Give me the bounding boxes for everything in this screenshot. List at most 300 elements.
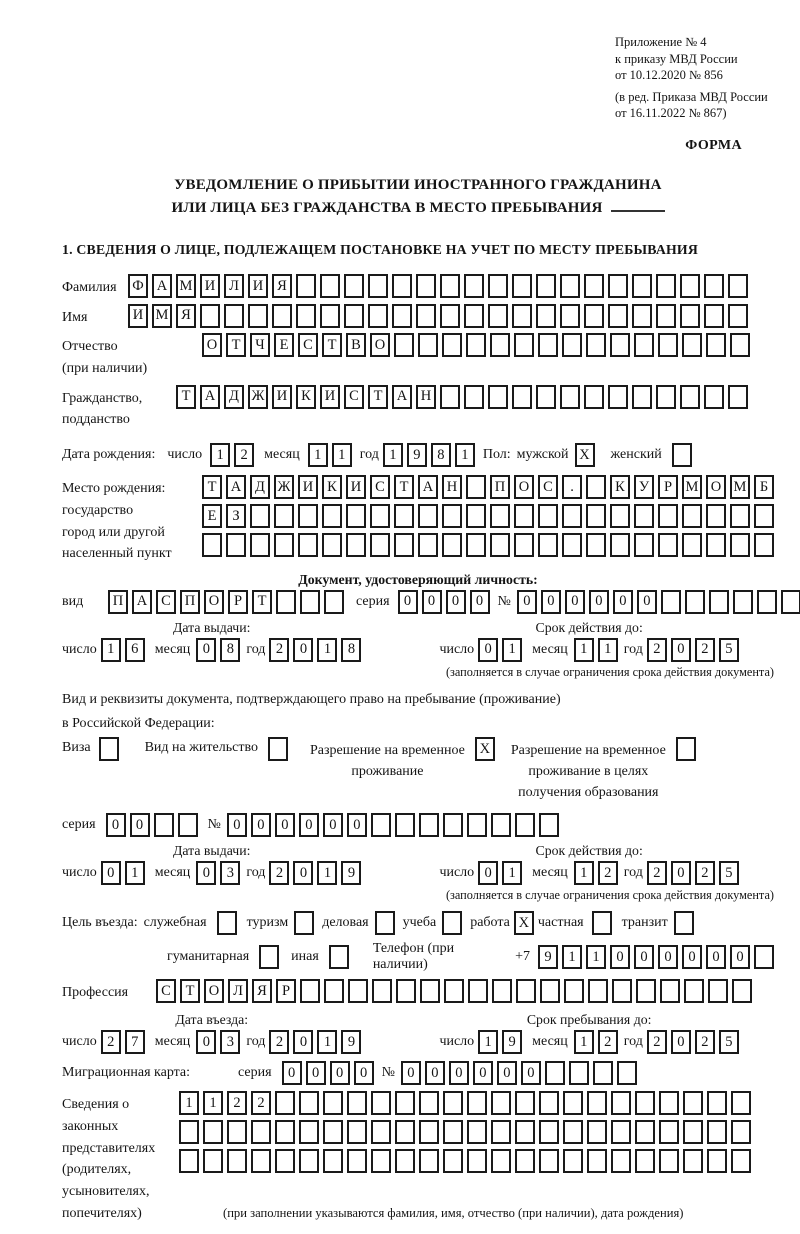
char-box[interactable]: [394, 333, 414, 357]
char-box[interactable]: [296, 304, 316, 328]
char-box[interactable]: 0: [613, 590, 633, 614]
char-box[interactable]: Л: [228, 979, 248, 1003]
char-box[interactable]: 0: [671, 638, 691, 662]
residence-issue-day-boxes[interactable]: [101, 861, 145, 885]
char-box[interactable]: [587, 1091, 607, 1115]
char-box[interactable]: [464, 385, 484, 409]
char-box[interactable]: [512, 274, 532, 298]
char-box[interactable]: [250, 533, 270, 557]
char-box[interactable]: [536, 385, 556, 409]
char-box[interactable]: И: [272, 385, 292, 409]
char-box[interactable]: [467, 1091, 487, 1115]
char-box[interactable]: [564, 979, 584, 1003]
char-box[interactable]: С: [344, 385, 364, 409]
char-box[interactable]: [466, 533, 486, 557]
char-box[interactable]: Р: [228, 590, 248, 614]
char-box[interactable]: [563, 1120, 583, 1144]
char-box[interactable]: Т: [176, 385, 196, 409]
char-box[interactable]: 0: [196, 1030, 216, 1054]
char-box[interactable]: [617, 1061, 637, 1085]
char-box[interactable]: [299, 1149, 319, 1173]
phone-boxes[interactable]: [538, 945, 774, 969]
char-box[interactable]: [709, 590, 729, 614]
char-box[interactable]: [635, 1120, 655, 1144]
char-box[interactable]: [539, 1120, 559, 1144]
char-box[interactable]: [611, 1091, 631, 1115]
issue-day-boxes[interactable]: [101, 638, 145, 662]
char-box[interactable]: 0: [637, 590, 657, 614]
char-box[interactable]: Т: [226, 333, 246, 357]
char-box[interactable]: Я: [176, 304, 196, 328]
expiry-month-boxes[interactable]: [574, 638, 618, 662]
char-box[interactable]: [443, 1149, 463, 1173]
char-box[interactable]: М: [682, 475, 702, 499]
char-box[interactable]: [754, 533, 774, 557]
char-box[interactable]: [757, 590, 777, 614]
char-box[interactable]: X: [475, 737, 495, 761]
char-box[interactable]: [491, 1149, 511, 1173]
char-box[interactable]: Д: [250, 475, 270, 499]
char-box[interactable]: [443, 1120, 463, 1144]
expiry-day-boxes[interactable]: [478, 638, 522, 662]
char-box[interactable]: [706, 533, 726, 557]
name-boxes[interactable]: [128, 304, 748, 328]
char-box[interactable]: [491, 1120, 511, 1144]
char-box[interactable]: [592, 911, 612, 935]
char-box[interactable]: [730, 533, 750, 557]
char-box[interactable]: [732, 979, 752, 1003]
char-box[interactable]: 1: [210, 443, 230, 467]
char-box[interactable]: [300, 590, 320, 614]
char-box[interactable]: [217, 911, 237, 935]
char-box[interactable]: [560, 274, 580, 298]
char-box[interactable]: [683, 1149, 703, 1173]
char-box[interactable]: [299, 1120, 319, 1144]
char-box[interactable]: [322, 533, 342, 557]
char-box[interactable]: [632, 304, 652, 328]
char-box[interactable]: [203, 1149, 223, 1173]
char-box[interactable]: [272, 304, 292, 328]
char-box[interactable]: [467, 813, 487, 837]
char-box[interactable]: [659, 1120, 679, 1144]
char-box[interactable]: [466, 504, 486, 528]
char-box[interactable]: [371, 1120, 391, 1144]
char-box[interactable]: Я: [272, 274, 292, 298]
char-box[interactable]: [658, 504, 678, 528]
char-box[interactable]: А: [200, 385, 220, 409]
char-box[interactable]: [466, 475, 486, 499]
char-box[interactable]: 0: [293, 861, 313, 885]
char-box[interactable]: Т: [202, 475, 222, 499]
char-box[interactable]: [392, 274, 412, 298]
char-box[interactable]: А: [392, 385, 412, 409]
char-box[interactable]: [536, 304, 556, 328]
char-box[interactable]: [514, 333, 534, 357]
char-box[interactable]: 0: [398, 590, 418, 614]
char-box[interactable]: С: [538, 475, 558, 499]
char-box[interactable]: [514, 533, 534, 557]
char-box[interactable]: 0: [347, 813, 367, 837]
char-box[interactable]: 0: [517, 590, 537, 614]
char-box[interactable]: [274, 533, 294, 557]
char-box[interactable]: 2: [269, 861, 289, 885]
purpose-business-checkbox[interactable]: [375, 911, 395, 935]
char-box[interactable]: [418, 533, 438, 557]
char-box[interactable]: [608, 304, 628, 328]
residence-expiry-day-boxes[interactable]: [478, 861, 522, 885]
char-box[interactable]: 1: [203, 1091, 223, 1115]
char-box[interactable]: А: [152, 274, 172, 298]
char-box[interactable]: [276, 590, 296, 614]
char-box[interactable]: П: [180, 590, 200, 614]
char-box[interactable]: [250, 504, 270, 528]
char-box[interactable]: [656, 304, 676, 328]
char-box[interactable]: [672, 443, 692, 467]
char-box[interactable]: [733, 590, 753, 614]
purpose-other-checkbox[interactable]: [329, 945, 349, 969]
char-box[interactable]: [586, 533, 606, 557]
id-doc-series-boxes[interactable]: [398, 590, 490, 614]
char-box[interactable]: [320, 304, 340, 328]
char-box[interactable]: 5: [719, 638, 739, 662]
purpose-transit-checkbox[interactable]: [674, 911, 694, 935]
char-box[interactable]: Р: [658, 475, 678, 499]
char-box[interactable]: Ж: [248, 385, 268, 409]
char-box[interactable]: [584, 304, 604, 328]
char-box[interactable]: [634, 533, 654, 557]
char-box[interactable]: [395, 1120, 415, 1144]
char-box[interactable]: [346, 504, 366, 528]
char-box[interactable]: Т: [322, 333, 342, 357]
char-box[interactable]: 2: [695, 1030, 715, 1054]
char-box[interactable]: [464, 304, 484, 328]
char-box[interactable]: Ф: [128, 274, 148, 298]
char-box[interactable]: [659, 1091, 679, 1115]
char-box[interactable]: 2: [269, 1030, 289, 1054]
residence-expiry-month-boxes[interactable]: [574, 861, 618, 885]
char-box[interactable]: 0: [422, 590, 442, 614]
char-box[interactable]: [227, 1120, 247, 1144]
char-box[interactable]: Д: [224, 385, 244, 409]
char-box[interactable]: [659, 1149, 679, 1173]
char-box[interactable]: 8: [431, 443, 451, 467]
char-box[interactable]: [344, 274, 364, 298]
char-box[interactable]: 0: [196, 638, 216, 662]
char-box[interactable]: 1: [125, 861, 145, 885]
char-box[interactable]: [395, 813, 415, 837]
profession-boxes[interactable]: [156, 979, 752, 1003]
char-box[interactable]: И: [128, 304, 148, 328]
char-box[interactable]: 8: [220, 638, 240, 662]
birth-year-boxes[interactable]: [383, 443, 475, 467]
stay-year-boxes[interactable]: [647, 1030, 739, 1054]
char-box[interactable]: [539, 1091, 559, 1115]
char-box[interactable]: [560, 304, 580, 328]
stay-month-boxes[interactable]: [574, 1030, 618, 1054]
char-box[interactable]: 0: [478, 861, 498, 885]
char-box[interactable]: 0: [401, 1061, 421, 1085]
char-box[interactable]: [658, 533, 678, 557]
char-box[interactable]: [298, 504, 318, 528]
purpose-humanitarian-checkbox[interactable]: [259, 945, 279, 969]
char-box[interactable]: [347, 1091, 367, 1115]
char-box[interactable]: А: [132, 590, 152, 614]
char-box[interactable]: 0: [682, 945, 702, 969]
char-box[interactable]: [443, 1091, 463, 1115]
stay-day-boxes[interactable]: [478, 1030, 522, 1054]
char-box[interactable]: К: [322, 475, 342, 499]
char-box[interactable]: П: [108, 590, 128, 614]
purpose-private-checkbox[interactable]: [592, 911, 612, 935]
char-box[interactable]: [636, 979, 656, 1003]
char-box[interactable]: [442, 504, 462, 528]
char-box[interactable]: [248, 304, 268, 328]
residence-issue-year-boxes[interactable]: [269, 861, 361, 885]
char-box[interactable]: А: [226, 475, 246, 499]
char-box[interactable]: [251, 1120, 271, 1144]
char-box[interactable]: Б: [754, 475, 774, 499]
char-box[interactable]: 8: [341, 638, 361, 662]
char-box[interactable]: [490, 504, 510, 528]
char-box[interactable]: [418, 333, 438, 357]
char-box[interactable]: [324, 979, 344, 1003]
char-box[interactable]: О: [204, 979, 224, 1003]
char-box[interactable]: [395, 1149, 415, 1173]
residence-permit-checkbox[interactable]: [268, 737, 288, 761]
char-box[interactable]: 9: [341, 861, 361, 885]
char-box[interactable]: [610, 333, 630, 357]
char-box[interactable]: 1: [332, 443, 352, 467]
char-box[interactable]: 0: [251, 813, 271, 837]
char-box[interactable]: 0: [323, 813, 343, 837]
char-box[interactable]: X: [514, 911, 534, 935]
char-box[interactable]: [515, 1149, 535, 1173]
char-box[interactable]: [259, 945, 279, 969]
char-box[interactable]: 0: [101, 861, 121, 885]
char-box[interactable]: [440, 385, 460, 409]
char-box[interactable]: [593, 1061, 613, 1085]
char-box[interactable]: 0: [306, 1061, 326, 1085]
char-box[interactable]: [683, 1120, 703, 1144]
migration-number-boxes[interactable]: [401, 1061, 637, 1085]
char-box[interactable]: [268, 737, 288, 761]
birth-place-boxes-3[interactable]: [202, 533, 774, 557]
char-box[interactable]: 0: [282, 1061, 302, 1085]
char-box[interactable]: Т: [394, 475, 414, 499]
char-box[interactable]: [515, 813, 535, 837]
id-doc-number-boxes[interactable]: [517, 590, 800, 614]
char-box[interactable]: [516, 979, 536, 1003]
char-box[interactable]: [708, 979, 728, 1003]
char-box[interactable]: 9: [407, 443, 427, 467]
char-box[interactable]: Н: [416, 385, 436, 409]
char-box[interactable]: [731, 1120, 751, 1144]
char-box[interactable]: [683, 1091, 703, 1115]
char-box[interactable]: [569, 1061, 589, 1085]
char-box[interactable]: [704, 274, 724, 298]
expiry-year-boxes[interactable]: [647, 638, 739, 662]
char-box[interactable]: Е: [274, 333, 294, 357]
char-box[interactable]: [320, 274, 340, 298]
char-box[interactable]: О: [706, 475, 726, 499]
patronymic-boxes[interactable]: [202, 333, 750, 357]
char-box[interactable]: С: [370, 475, 390, 499]
char-box[interactable]: 2: [695, 861, 715, 885]
char-box[interactable]: О: [370, 333, 390, 357]
char-box[interactable]: 0: [671, 861, 691, 885]
char-box[interactable]: [467, 1149, 487, 1173]
char-box[interactable]: [419, 1091, 439, 1115]
char-box[interactable]: [492, 979, 512, 1003]
purpose-tourism-checkbox[interactable]: [294, 911, 314, 935]
char-box[interactable]: Е: [202, 504, 222, 528]
char-box[interactable]: К: [296, 385, 316, 409]
char-box[interactable]: 1: [598, 638, 618, 662]
char-box[interactable]: Т: [180, 979, 200, 1003]
char-box[interactable]: П: [490, 475, 510, 499]
char-box[interactable]: [754, 504, 774, 528]
char-box[interactable]: [584, 274, 604, 298]
char-box[interactable]: [395, 1091, 415, 1115]
sex-male-checkbox[interactable]: [575, 443, 595, 467]
char-box[interactable]: [563, 1091, 583, 1115]
char-box[interactable]: [680, 304, 700, 328]
char-box[interactable]: 1: [383, 443, 403, 467]
char-box[interactable]: Р: [276, 979, 296, 1003]
char-box[interactable]: [538, 333, 558, 357]
char-box[interactable]: [440, 274, 460, 298]
char-box[interactable]: М: [730, 475, 750, 499]
char-box[interactable]: .: [562, 475, 582, 499]
char-box[interactable]: 1: [574, 1030, 594, 1054]
char-box[interactable]: 0: [293, 638, 313, 662]
char-box[interactable]: [419, 1120, 439, 1144]
char-box[interactable]: 1: [317, 638, 337, 662]
char-box[interactable]: 1: [574, 861, 594, 885]
char-box[interactable]: Я: [252, 979, 272, 1003]
char-box[interactable]: [490, 333, 510, 357]
char-box[interactable]: [584, 385, 604, 409]
char-box[interactable]: [515, 1120, 535, 1144]
birth-place-boxes-1[interactable]: [202, 475, 774, 499]
char-box[interactable]: [707, 1149, 727, 1173]
char-box[interactable]: 0: [354, 1061, 374, 1085]
char-box[interactable]: [676, 737, 696, 761]
char-box[interactable]: [658, 333, 678, 357]
char-box[interactable]: 3: [220, 1030, 240, 1054]
char-box[interactable]: [344, 304, 364, 328]
char-box[interactable]: [442, 533, 462, 557]
char-box[interactable]: В: [346, 333, 366, 357]
char-box[interactable]: [728, 304, 748, 328]
char-box[interactable]: [179, 1120, 199, 1144]
char-box[interactable]: [347, 1120, 367, 1144]
issue-month-boxes[interactable]: [196, 638, 240, 662]
char-box[interactable]: [632, 274, 652, 298]
char-box[interactable]: 1: [179, 1091, 199, 1115]
residence-issue-month-boxes[interactable]: [196, 861, 240, 885]
char-box[interactable]: [562, 504, 582, 528]
char-box[interactable]: 2: [234, 443, 254, 467]
char-box[interactable]: 0: [425, 1061, 445, 1085]
char-box[interactable]: И: [248, 274, 268, 298]
char-box[interactable]: М: [176, 274, 196, 298]
char-box[interactable]: [300, 979, 320, 1003]
char-box[interactable]: [371, 1149, 391, 1173]
char-box[interactable]: [179, 1149, 199, 1173]
char-box[interactable]: 9: [502, 1030, 522, 1054]
char-box[interactable]: О: [204, 590, 224, 614]
char-box[interactable]: [536, 274, 556, 298]
char-box[interactable]: И: [346, 475, 366, 499]
char-box[interactable]: 0: [497, 1061, 517, 1085]
char-box[interactable]: [323, 1120, 343, 1144]
char-box[interactable]: [560, 385, 580, 409]
char-box[interactable]: [370, 504, 390, 528]
char-box[interactable]: [299, 1091, 319, 1115]
char-box[interactable]: [656, 274, 676, 298]
representatives-boxes-2[interactable]: [179, 1120, 751, 1144]
char-box[interactable]: С: [298, 333, 318, 357]
char-box[interactable]: [635, 1149, 655, 1173]
char-box[interactable]: [329, 945, 349, 969]
char-box[interactable]: 0: [610, 945, 630, 969]
char-box[interactable]: [754, 945, 774, 969]
char-box[interactable]: 2: [647, 638, 667, 662]
residence-number-boxes[interactable]: [227, 813, 559, 837]
char-box[interactable]: 0: [473, 1061, 493, 1085]
char-box[interactable]: X: [575, 443, 595, 467]
char-box[interactable]: 2: [251, 1091, 271, 1115]
char-box[interactable]: 1: [502, 861, 522, 885]
char-box[interactable]: [608, 385, 628, 409]
char-box[interactable]: [420, 979, 440, 1003]
char-box[interactable]: 6: [125, 638, 145, 662]
id-doc-kind-boxes[interactable]: [108, 590, 344, 614]
citizenship-boxes[interactable]: [176, 385, 748, 409]
char-box[interactable]: 0: [196, 861, 216, 885]
char-box[interactable]: [442, 911, 462, 935]
birth-day-boxes[interactable]: [210, 443, 254, 467]
char-box[interactable]: [178, 813, 198, 837]
char-box[interactable]: [634, 333, 654, 357]
char-box[interactable]: 0: [446, 590, 466, 614]
char-box[interactable]: [375, 911, 395, 935]
char-box[interactable]: [419, 1149, 439, 1173]
entry-year-boxes[interactable]: [269, 1030, 361, 1054]
char-box[interactable]: [512, 304, 532, 328]
char-box[interactable]: 0: [449, 1061, 469, 1085]
char-box[interactable]: [296, 274, 316, 298]
char-box[interactable]: Т: [252, 590, 272, 614]
entry-month-boxes[interactable]: [196, 1030, 240, 1054]
char-box[interactable]: [368, 274, 388, 298]
char-box[interactable]: [728, 385, 748, 409]
char-box[interactable]: [704, 385, 724, 409]
char-box[interactable]: [512, 385, 532, 409]
char-box[interactable]: [608, 274, 628, 298]
entry-day-boxes[interactable]: [101, 1030, 145, 1054]
char-box[interactable]: 0: [293, 1030, 313, 1054]
char-box[interactable]: У: [634, 475, 654, 499]
char-box[interactable]: [464, 274, 484, 298]
char-box[interactable]: 9: [341, 1030, 361, 1054]
char-box[interactable]: [562, 333, 582, 357]
char-box[interactable]: 2: [227, 1091, 247, 1115]
char-box[interactable]: [298, 533, 318, 557]
char-box[interactable]: 1: [562, 945, 582, 969]
char-box[interactable]: [586, 475, 606, 499]
